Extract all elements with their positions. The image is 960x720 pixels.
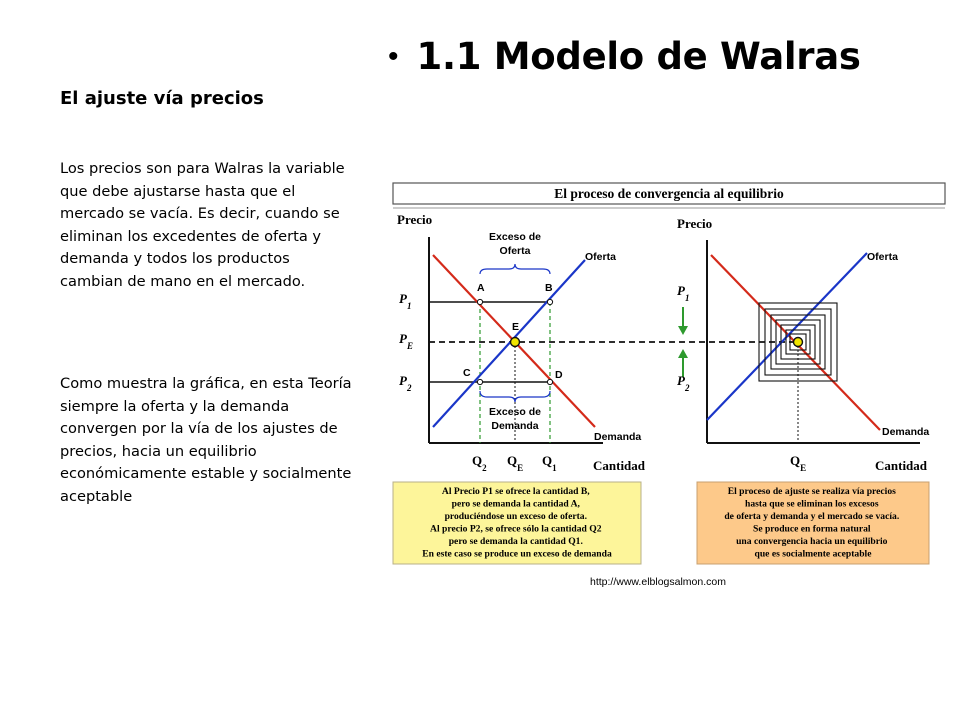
right-p2-label: $P_2$ <box>677 373 690 393</box>
left-q1-label: $Q_1$ <box>542 453 557 473</box>
source-url: http://www.elblogsalmon.com <box>590 576 726 588</box>
right-demand-label: Demanda <box>882 426 930 438</box>
figure-header: El proceso de convergencia al equilibrio <box>554 186 784 201</box>
left-x-label: Cantidad <box>593 458 646 473</box>
note-right-line5: una convergencia hacia un equilibrio <box>736 536 888 547</box>
left-p2-label: $P_2$ <box>399 373 412 393</box>
left-p1-label: $P_1$ <box>399 291 412 311</box>
convergence-figure <box>385 175 950 595</box>
left-supply-curve <box>433 260 585 427</box>
point-e-marker <box>511 338 520 347</box>
point-b-marker <box>547 299 552 304</box>
note-right-line3: de oferta y demanda y el mercado se vacía. <box>724 511 900 522</box>
right-p1-label: $P_1$ <box>677 283 690 303</box>
right-y-label: Precio <box>677 216 713 231</box>
excess-demand-line1: Exceso de <box>489 406 541 418</box>
note-left <box>393 482 641 564</box>
point-e-label: E <box>512 321 520 333</box>
point-d-label: D <box>555 369 563 381</box>
point-a-marker <box>477 299 482 304</box>
note-left-line3: produciéndose un exceso de oferta. <box>444 511 587 522</box>
bullet-glyph: • <box>388 39 399 73</box>
point-c-marker <box>477 379 482 384</box>
excess-demand-line2: Demanda <box>491 420 539 432</box>
right-equilibrium-marker <box>794 338 803 347</box>
right-supply-label: Oferta <box>867 251 898 263</box>
excess-supply-line1: Exceso de <box>489 231 541 243</box>
down-arrow-icon <box>678 326 688 335</box>
point-b-label: B <box>545 282 553 294</box>
note-right-line4: Se produce en forma natural <box>752 523 871 535</box>
point-c-label: C <box>463 367 471 379</box>
left-q2-label: $Q_2$ <box>472 453 487 473</box>
up-arrow-icon <box>678 349 688 358</box>
left-pe-label: $P_E$ <box>399 331 413 351</box>
excess-supply-line2: Oferta <box>499 245 531 257</box>
right-supply-curve <box>707 253 867 420</box>
note-left-line4: Al precio P2, se ofrece sólo la cantidad Q2 <box>430 523 602 535</box>
note-right-line6: que es socialmente aceptable <box>754 548 872 560</box>
note-right <box>697 482 929 564</box>
title-row <box>388 35 861 78</box>
excess-demand-brace <box>480 391 550 402</box>
left-qe-label: $Q_E$ <box>507 453 524 473</box>
note-right-line2: hasta que se eliminan los excesos <box>745 498 879 510</box>
note-left-line2: pero se demanda la cantidad A, <box>451 498 580 510</box>
point-d-marker <box>547 379 552 384</box>
slide-subtitle: El ajuste vía precios <box>60 88 264 109</box>
left-panel <box>397 212 797 473</box>
note-left-line1: Al Precio P1 se ofrece la cantidad B, <box>441 486 590 497</box>
right-qe-label: $Q_E$ <box>790 453 807 473</box>
left-y-label: Precio <box>397 212 433 227</box>
point-a-label: A <box>477 282 485 294</box>
paragraph-1: Los precios son para Walras la variable que debe ajustarse hasta que el mercado se vacía. Es decir, cuando se eliminan los excedentes de oferta y demanda y todos los productos cambian de mano en el mercado. <box>60 160 345 290</box>
note-left-line6: En este caso se produce un exceso de demanda <box>422 548 612 560</box>
note-right-line1: El proceso de ajuste se realiza vía precios <box>727 486 896 497</box>
left-supply-label: Oferta <box>585 251 616 263</box>
excess-supply-brace <box>480 264 550 274</box>
right-x-label: Cantidad <box>875 458 928 473</box>
paragraph-2: Como muestra la gráfica, en esta Teoría siempre la oferta y la demanda convergen por la vía de los ajustes de precios, hacia un equilibrio económicamente estable y socialmente aceptable <box>60 375 352 505</box>
left-demand-label: Demanda <box>594 431 642 443</box>
note-left-line5: pero se demanda la cantidad Q1. <box>448 536 583 547</box>
right-panel <box>677 216 929 473</box>
slide-title: 1.1 Modelo de Walras <box>416 35 861 78</box>
